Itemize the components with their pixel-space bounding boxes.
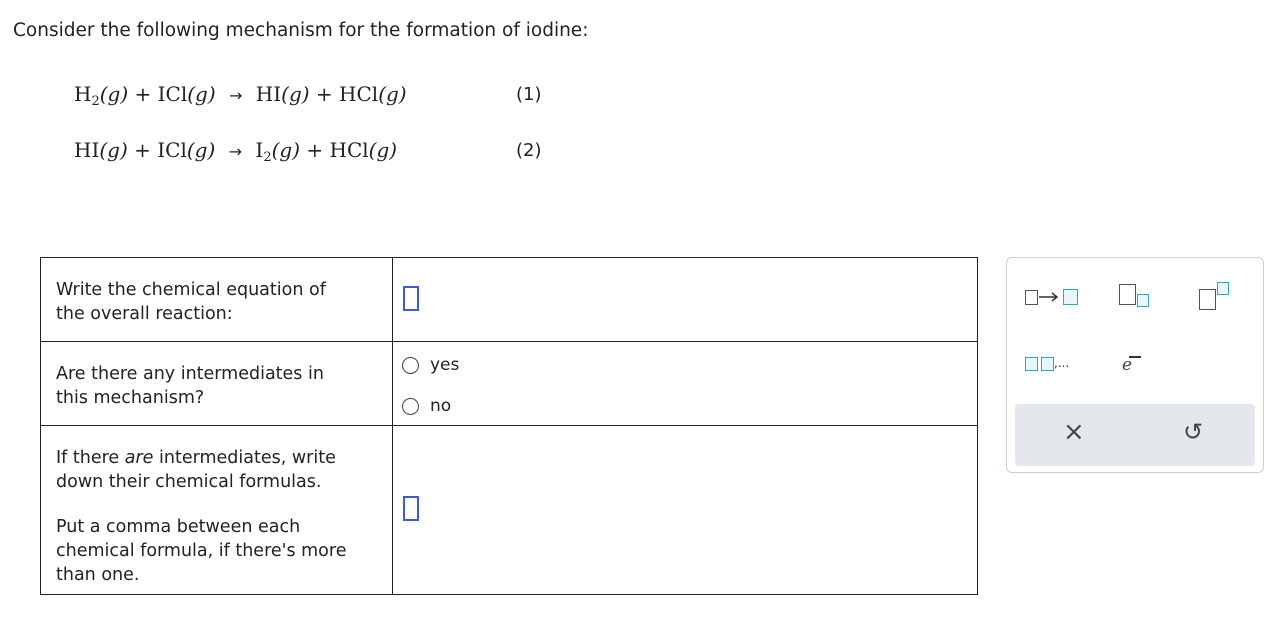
eq2-product-1: $I_2(g)$ [255,138,301,165]
arrow-icon [1039,291,1061,303]
label-line: down their chemical formulas. [56,472,322,492]
equation-1 [74,82,407,109]
eq2-reactant-1: HI(g) [74,138,128,162]
yes-label[interactable]: yes [430,355,460,375]
box-icon [1025,290,1038,305]
no-label[interactable]: no [430,396,452,416]
no-radio[interactable] [402,398,419,415]
equation-2 [74,138,398,165]
row-intermediates-question [41,342,978,426]
overall-reaction-answer-cell [393,258,978,342]
undo-icon[interactable]: ↺ [1183,418,1204,446]
equation-1-number: (1) [516,84,542,105]
intermediates-answer-cell [393,426,978,595]
clear-icon[interactable]: × [1063,417,1085,447]
reaction-arrow-icon: → [228,142,243,161]
label-line: the overall reaction: [56,304,233,324]
equation-2-number: (2) [516,140,542,161]
comma-list-tool[interactable] [1025,356,1085,376]
intermediates-choice-cell [393,342,978,426]
box-icon [1137,294,1149,307]
reaction-arrow-tool[interactable] [1025,288,1085,308]
yes-option[interactable] [402,355,459,375]
subscript-tool[interactable] [1119,284,1155,310]
electron-tool[interactable] [1119,352,1149,378]
question-prompt: Consider the following mechanism for the formation of iodine: [13,20,589,41]
plus-sign: + [134,82,152,106]
intermediates-question-label [41,342,393,426]
eq1-product-1: HI(g) [255,82,310,106]
label-line: Put a comma between each [56,517,301,537]
eq1-product-2: HCl(g) [339,82,407,106]
eq1-reactant-1: $H_2(g)$ [74,82,129,109]
overall-reaction-input[interactable] [403,286,419,311]
overall-reaction-label [41,258,393,342]
label-line: If there are intermediates, write [56,448,336,468]
box-icon [1025,357,1038,371]
superscript-tool[interactable] [1199,282,1235,310]
row-write-intermediates [41,426,978,595]
box-icon [1119,284,1136,305]
row-overall-reaction [41,258,978,342]
action-bar [1015,404,1255,466]
chemistry-toolbar [1006,257,1264,473]
plus-sign: + [315,82,333,106]
intermediates-input[interactable] [403,496,419,521]
label-line: than one. [56,565,140,585]
label-line: this mechanism? [56,388,205,408]
label-line: Are there any intermediates in [56,364,324,384]
box-icon [1063,289,1078,305]
question-table [40,257,978,595]
eq2-reactant-2: ICl(g) [157,138,216,162]
eq2-product-2: HCl(g) [329,138,398,162]
yes-radio[interactable] [402,357,419,374]
reaction-arrow-icon: → [229,86,243,105]
plus-sign: + [306,138,324,162]
box-icon [1041,357,1054,371]
no-option[interactable] [402,396,451,416]
list-dots: ,... [1054,356,1070,370]
box-icon [1217,282,1229,295]
plus-sign: + [134,138,151,162]
label-line: Write the chemical equation of [56,280,326,300]
label-line: chemical formula, if there's more [56,541,347,561]
eq1-reactant-2: ICl(g) [157,82,216,106]
write-intermediates-label [41,426,393,595]
electron-icon: e [1122,355,1133,375]
box-icon [1199,289,1216,310]
